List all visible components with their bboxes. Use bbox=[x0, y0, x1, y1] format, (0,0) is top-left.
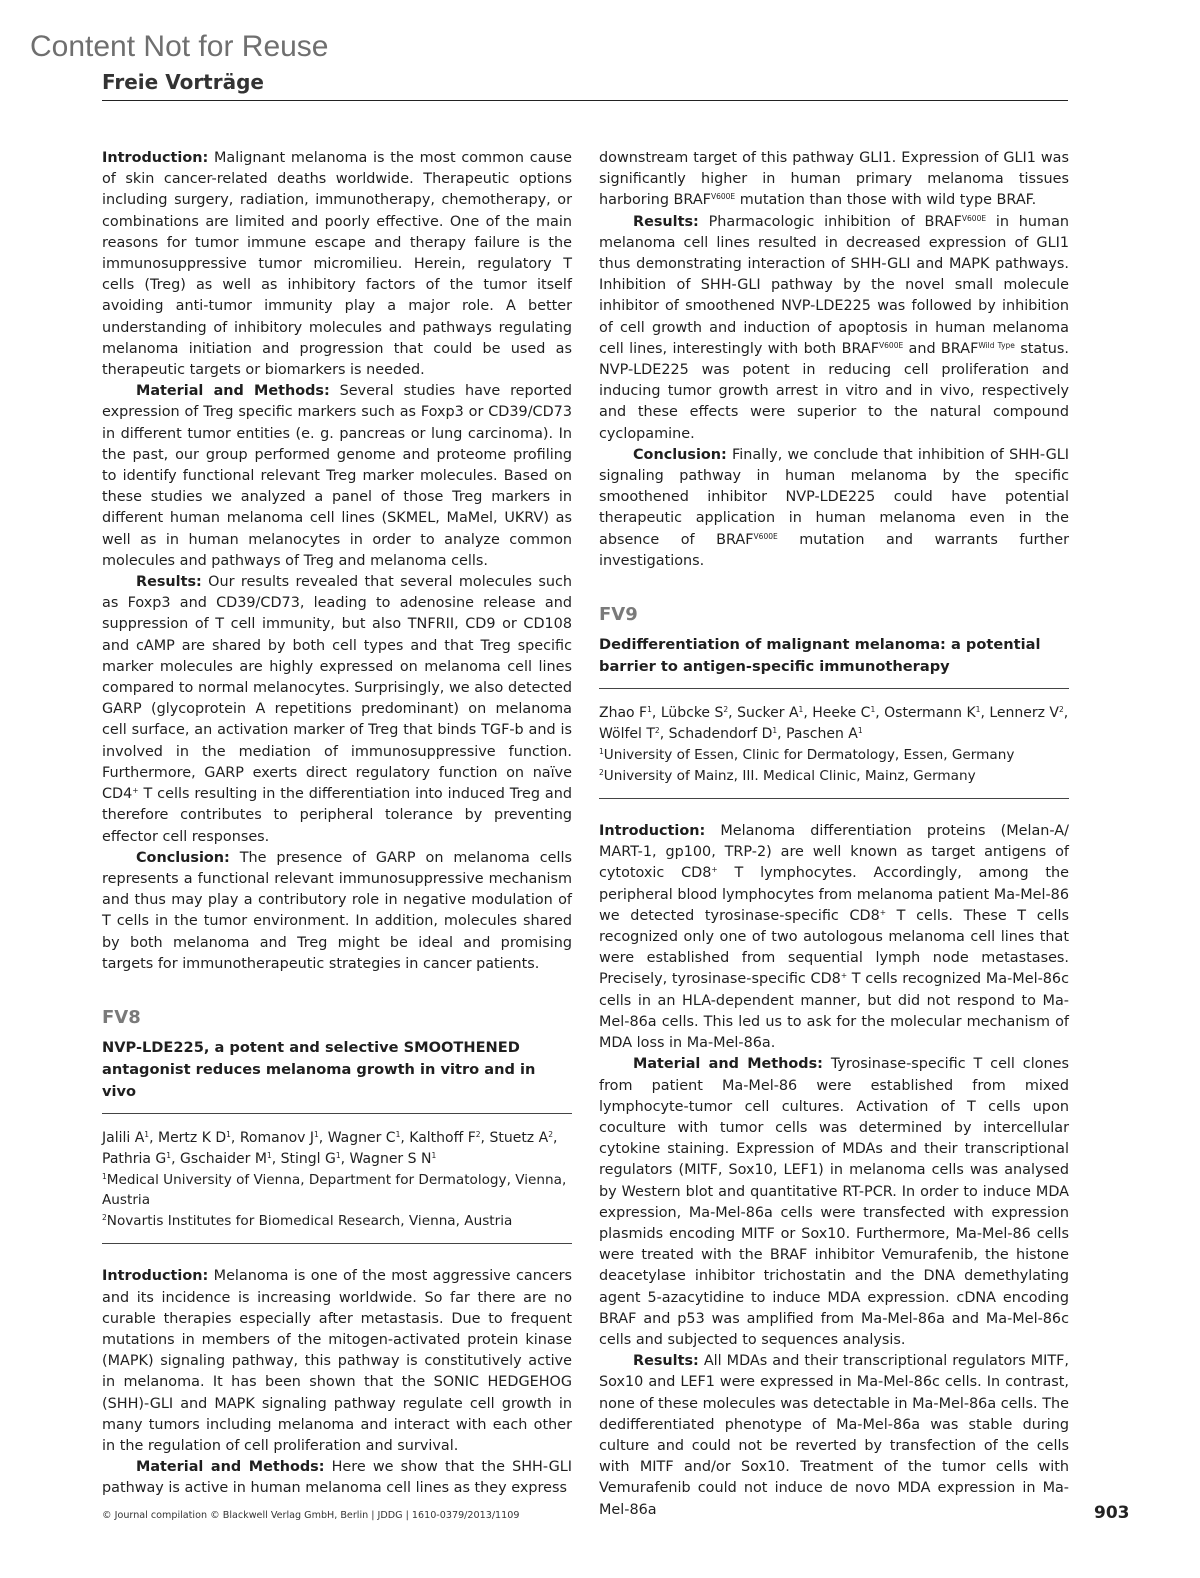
results-label: Results: bbox=[136, 574, 202, 591]
fv8-methods-cont-paragraph bbox=[599, 148, 1069, 212]
author-affil-sup: 1 bbox=[314, 1129, 319, 1139]
author-affil-sup: 1 bbox=[798, 705, 804, 715]
fv9-sup-plus-3: + bbox=[840, 971, 848, 981]
author-affil-sup: 1 bbox=[870, 705, 876, 715]
fv8-methods-tail: mutation than those with wild type BRAF. bbox=[735, 192, 1037, 209]
fv8-rule-bottom bbox=[102, 1243, 572, 1244]
results-tail: T cells resulting in the differentiation into induced Treg and therefore contributes to peripheral tolerance by preventing effector cell responses. bbox=[102, 786, 572, 845]
methods-label: Material and Methods: bbox=[136, 383, 330, 400]
fv8-intro-paragraph bbox=[102, 1266, 572, 1457]
author-affil-sup: 1 bbox=[975, 705, 981, 715]
fv9-affiliations bbox=[599, 745, 1069, 786]
fv8-methods-label: Material and Methods: bbox=[136, 1459, 325, 1476]
author-name: Lübcke S bbox=[660, 705, 724, 722]
fv9-intro-c: T cells. These T cells recognized only one of two autologous melanoma cell lines that were established from sequential lymph node metastases. Precisely, tyrosinase-specific CD8 bbox=[599, 907, 1069, 988]
fv9-results-paragraph bbox=[599, 1351, 1069, 1521]
fv9-results-label: Results: bbox=[633, 1353, 699, 1370]
author-affil-sup: 1 bbox=[166, 1150, 172, 1160]
fv8-conclusion-label: Conclusion: bbox=[633, 446, 727, 463]
conclusion-text: The presence of GARP on melanoma cells represents a functional relevant immunosuppressive mechanism and thus may play a contributory role in negative modulation of T cells in the tumor environment. In addition, molecules shared by both melanoma and Treg might be ideal and promising targets for immunotherapeutic strategies in cancer patients. bbox=[102, 849, 572, 972]
fv9-code: FV9 bbox=[599, 604, 638, 626]
affiliation-sup: 1 bbox=[102, 1171, 107, 1181]
author-name: Romanov J bbox=[239, 1129, 315, 1146]
author-affil-sup: 2 bbox=[723, 705, 729, 715]
author-name: Stuetz A bbox=[489, 1129, 549, 1146]
fv8-results-b: in human melanoma cell lines resulted in decreased expression of GLI1 thus demonstrating interaction of SHH-GLI and MAPK pathways. Inhibition of SHH-GLI pathway by the novel small molecule inhibitor of smoothened NVP-LDE225 was followed by inhibition of cell growth and induction of apoptosis in human melanoma cell lines, interestingly with both BRAF bbox=[599, 213, 1070, 357]
fv9-rule bbox=[599, 688, 1069, 689]
header-rule bbox=[102, 100, 1068, 101]
fv8-methods-paragraph bbox=[102, 1457, 572, 1499]
fv9-rule-bottom bbox=[599, 798, 1069, 799]
conclusion-label: Conclusion: bbox=[136, 849, 230, 866]
fv8-conclusion-paragraph bbox=[599, 445, 1069, 572]
fv8-affiliations bbox=[102, 1170, 572, 1232]
affiliation bbox=[102, 1170, 572, 1211]
fv9-intro-a: Melanoma differentiation proteins (Melan-A/ MART-1, gp100, TRP-2) are well known as target antigens of cytotoxic CD8 bbox=[599, 823, 1069, 882]
fv8-conclusion-sup: V600E bbox=[753, 531, 778, 541]
author-name: Sucker A bbox=[737, 705, 799, 722]
fv8-methods-sup: V600E bbox=[710, 192, 736, 202]
fv8-conclusion-a: Finally, we conclude that inhibition of SHH-GLI signaling pathway in human melanoma by the specific smoothened inhibitor NVP-LDE225 could have potential therapeutic application in human melanoma even in the absence of BRAF bbox=[599, 446, 1069, 548]
author-affil-sup: 1 bbox=[144, 1129, 150, 1139]
fv9-intro-label: Introduction: bbox=[599, 823, 706, 840]
affiliation bbox=[599, 766, 1069, 787]
fv8-rule bbox=[102, 1113, 572, 1114]
author-affil-sup: 1 bbox=[772, 726, 778, 736]
results-text: Our results revealed that several molecules such as Foxp3 and CD39/CD73, leading to adenosine release and suppression of T cell immunity, but also TNFRII, CD9 or CD108 and cAMP are shared by both cell types and that Treg specific marker molecules are highly expressed on melanoma cell lines compared to normal melanocytes. Surprisingly, we also detected GARP (glycoprotein A repetitions predominant) on melanoma cell surface, an activation marker of Treg that binds TGF-b and is involved in the mediation of immunosuppressive function. Furthermore, GARP exerts direct regulatory function on naïve CD4 bbox=[102, 574, 572, 803]
author-name: Wagner C bbox=[327, 1129, 396, 1146]
results-sup: + bbox=[132, 786, 139, 796]
left-column bbox=[102, 148, 572, 1500]
author-affil-sup: 1 bbox=[266, 1150, 272, 1160]
author-name: Wölfel T bbox=[599, 726, 655, 743]
fv8-methods-cont: downstream target of this pathway GLI1. Expression of GLI1 was significantly higher in human primary melanoma tissues harboring BRAF bbox=[599, 150, 1069, 209]
author-affil-sup: 2 bbox=[654, 726, 660, 736]
fv8-results-paragraph bbox=[599, 212, 1069, 445]
fv9-sup-plus-2: + bbox=[879, 907, 887, 917]
author-affil-sup: 1 bbox=[395, 1129, 401, 1139]
fv9-intro-d: T cells recognized Ma-Mel-86c cells in an HLA-dependent manner, but did not respond to Ma-Mel-86a cells. This led us to ask for the molecular mechanism of MDA loss in Ma-Mel-86a. bbox=[599, 971, 1069, 1052]
author-affil-sup: 1 bbox=[431, 1150, 437, 1160]
methods-paragraph bbox=[102, 381, 572, 572]
fv9-intro-paragraph bbox=[599, 821, 1069, 1054]
fv8-intro-text: Melanoma is one of the most aggressive cancers and its incidence is increasing worldwide. So far there are no curable therapies especially after metastasis. Due to frequent mutations in members of the mitogen-activated protein kinase (MAPK) signaling pathway, this pathway is constitutively active in melanoma. It has been shown that the SONIC HEDGEHOG (SHH)-GLI and MAPK signaling pathway regulate cell growth in many tumors including melanoma and interact with each other in the regulation of cell proliferation and survival. bbox=[102, 1268, 572, 1455]
fv9-methods-label: Material and Methods: bbox=[633, 1056, 823, 1073]
affiliation-text: Novartis Institutes for Biomedical Research, Vienna, Austria bbox=[106, 1212, 513, 1229]
author-name: Ostermann K bbox=[884, 705, 976, 722]
fv8-methods-text: Here we show that the SHH-GLI pathway is active in human melanoma cell lines as they express bbox=[102, 1459, 572, 1497]
watermark: Content Not for Reuse bbox=[30, 30, 329, 63]
fv9-authors: Zhao $F^1$, Lübcke $S^2$, Sucker $A^1$, Heeke $C^1$, Ostermann $K^1$, Lennerz $V^2$, Wölfel $T^2$, Schadendorf $D^1$, Paschen $A^1$ bbox=[599, 705, 1069, 743]
fv9-methods-paragraph bbox=[599, 1054, 1069, 1351]
fv9-methods-text: Tyrosinase-specific T cell clones from patient Ma-Mel-86 were established from mixed lymphocyte-tumor cell cultures. Activation of T cells upon coculture with tumor cells was determined by intercellular cytokine staining. Expression of MDAs and their transcriptional regulators (MITF, Sox10, LEF1) in melanoma cells was analysed by Western blot and quantitative RT-PCR. In order to induce MDA expression, Ma-Mel-86a cells were transfected with expression plasmids encoding MITF or Sox10. Furthermore, Ma-Mel-86 cells were treated with the BRAF inhibitor Vemurafenib, the histone deacetylase inhibitor trichostatin and the DNA demethylating agent 5-azacytidine to induce MDA expression. cDNA encoding BRAF and p53 was amplified from Ma-Mel-86a and Ma-Mel-86c cells and subjected to sequences analysis. bbox=[599, 1056, 1069, 1348]
author-affil-sup: 2 bbox=[1059, 705, 1064, 715]
footer: © Journal compilation © Blackwell Verlag GmbH, Berlin | JDDG | 1610-0379/2013/1109 bbox=[102, 1510, 520, 1521]
results-paragraph bbox=[102, 572, 572, 848]
author-name: Schadendorf D bbox=[668, 726, 773, 743]
fv8-results-a: Pharmacologic inhibition of BRAF bbox=[708, 213, 962, 230]
author-name: Heeke C bbox=[812, 705, 871, 722]
author-name: Gschaider M bbox=[179, 1150, 267, 1167]
author-name: Kalthoff F bbox=[409, 1129, 476, 1146]
fv9-title: Dedifferentiation of malignant melanoma: a potential barrier to antigen-specific immunotherapy bbox=[599, 636, 1041, 676]
author-affil-sup: 1 bbox=[335, 1150, 341, 1160]
section-title: Freie Vorträge bbox=[102, 70, 264, 94]
fv8-results-sup2: V600E bbox=[879, 340, 904, 350]
fv8-results-c: and BRAF bbox=[903, 340, 979, 357]
author-affil-sup: 2 bbox=[475, 1129, 481, 1139]
fv9-results-text: All MDAs and their transcriptional regulators MITF, Sox10 and LEF1 were expressed in Ma-Mel-86c cells. In contrast, none of these molecules was detectable in Ma-Mel-86a cells. The dedifferentiated phenotype of Ma-Mel-86a was stable during culture and could not be reverted by transfection of the cells with MITF and/or Sox10. Treatment of the tumor cells with Vemurafenib could not induce de novo MDA expression in Ma-Mel-86a bbox=[599, 1353, 1069, 1518]
fv8-intro-label: Introduction: bbox=[102, 1268, 209, 1285]
page-number: 903 bbox=[1094, 1503, 1130, 1523]
fv8-authors: Jalili $A^1$, Mertz K $D^1$, Romanov $J^1$, Wagner $C^1$, Kalthoff $F^2$, Stuetz $A^2$, Pathria $G^1$, Gschaider $M^1$, Stingl $G^1$, Wagner S $N^1$ bbox=[102, 1129, 558, 1167]
author-name: Pathria G bbox=[102, 1150, 167, 1167]
fv9-intro-b: T lymphocytes. Accordingly, among the peripheral blood lymphocytes from melanoma patient Ma-Mel-86 we detected tyrosinase-specific CD8 bbox=[599, 865, 1069, 924]
affiliation-text: Medical University of Vienna, Department for Dermatology, Vienna, Austria bbox=[102, 1171, 567, 1209]
author-name: Jalili A bbox=[102, 1129, 145, 1146]
intro-text: Malignant melanoma is the most common cause of skin cancer-related deaths worldwide. Therapeutic options including surgery, radiation, immunotherapy, chemotherapy, or combinations are limited and poorly effective. One of the main reasons for tumor immune escape and therapy failure is the immunosuppressive tumor micromilieu. Herein, regulatory T cells (Treg) as well as inhibitory factors of the tumor itself avoiding anti-tumor immunity play a major role. A better understanding of inhibitory molecules and pathways regulating melanoma initiation and progression that could be used as therapeutic targets or biomarkers is needed. bbox=[102, 150, 573, 379]
right-column bbox=[599, 148, 1069, 1521]
fv8-results-d: status. NVP-LDE225 was potent in reducing cell proliferation and inducing tumor growth arrest in vitro and in vivo, respectively and these effects were superior to the natural compound cyclopamine. bbox=[599, 340, 1070, 442]
author-affil-sup: 2 bbox=[548, 1129, 553, 1139]
author-name: Lennerz V bbox=[989, 705, 1060, 722]
author-affil-sup: 1 bbox=[226, 1129, 231, 1139]
fv8-results-sup3: Wild Type bbox=[978, 340, 1015, 350]
author-name: Zhao F bbox=[599, 705, 648, 722]
fv8-code: FV8 bbox=[102, 1006, 141, 1028]
intro-label: Introduction: bbox=[102, 150, 209, 166]
author-name: Paschen A bbox=[786, 726, 858, 743]
fv8-title: NVP-LDE225, a potent and selective SMOOTHENED antagonist reduces melanoma growth in vitro and in vivo bbox=[102, 1038, 536, 1100]
author-affil-sup: 1 bbox=[857, 726, 863, 736]
conclusion-paragraph bbox=[102, 848, 572, 975]
affiliation-text: University of Mainz, III. Medical Clinic, Mainz, Germany bbox=[603, 767, 976, 784]
affiliation-text: University of Essen, Clinic for Dermatology, Essen, Germany bbox=[603, 747, 1015, 764]
author-affil-sup: 1 bbox=[647, 705, 652, 715]
affiliation-sup: 2 bbox=[102, 1212, 107, 1222]
fv8-results-label: Results: bbox=[633, 213, 699, 230]
intro-paragraph bbox=[102, 148, 572, 381]
author-name: Stingl G bbox=[280, 1150, 336, 1167]
affiliation-sup: 1 bbox=[599, 747, 604, 757]
affiliation bbox=[102, 1211, 572, 1232]
methods-text: Several studies have reported expression of Treg specific markers such as Foxp3 or CD39/CD73 in different tumor entities (e. g. pancreas or lung carcinoma). In the past, our group performed genome and proteome profiling to identify functional relevant Treg marker molecules. Based on these studies we analyzed a panel of those Treg markers in different human melanoma cell lines (SKMEL, MaMel, UKRV) as well as in human melanocytes in order to analyze common molecules and pathways of Treg and melanoma cells. bbox=[102, 383, 573, 569]
fv8-results-sup1: V600E bbox=[961, 213, 987, 223]
author-name: Wagner S N bbox=[349, 1150, 432, 1167]
affiliation-sup: 2 bbox=[599, 767, 604, 777]
author-name: Mertz K D bbox=[157, 1129, 227, 1146]
fv9-sup-plus-1: + bbox=[711, 865, 718, 875]
fv8-conclusion-b: mutation and warrants further investigations. bbox=[599, 531, 1069, 569]
affiliation bbox=[599, 745, 1069, 766]
